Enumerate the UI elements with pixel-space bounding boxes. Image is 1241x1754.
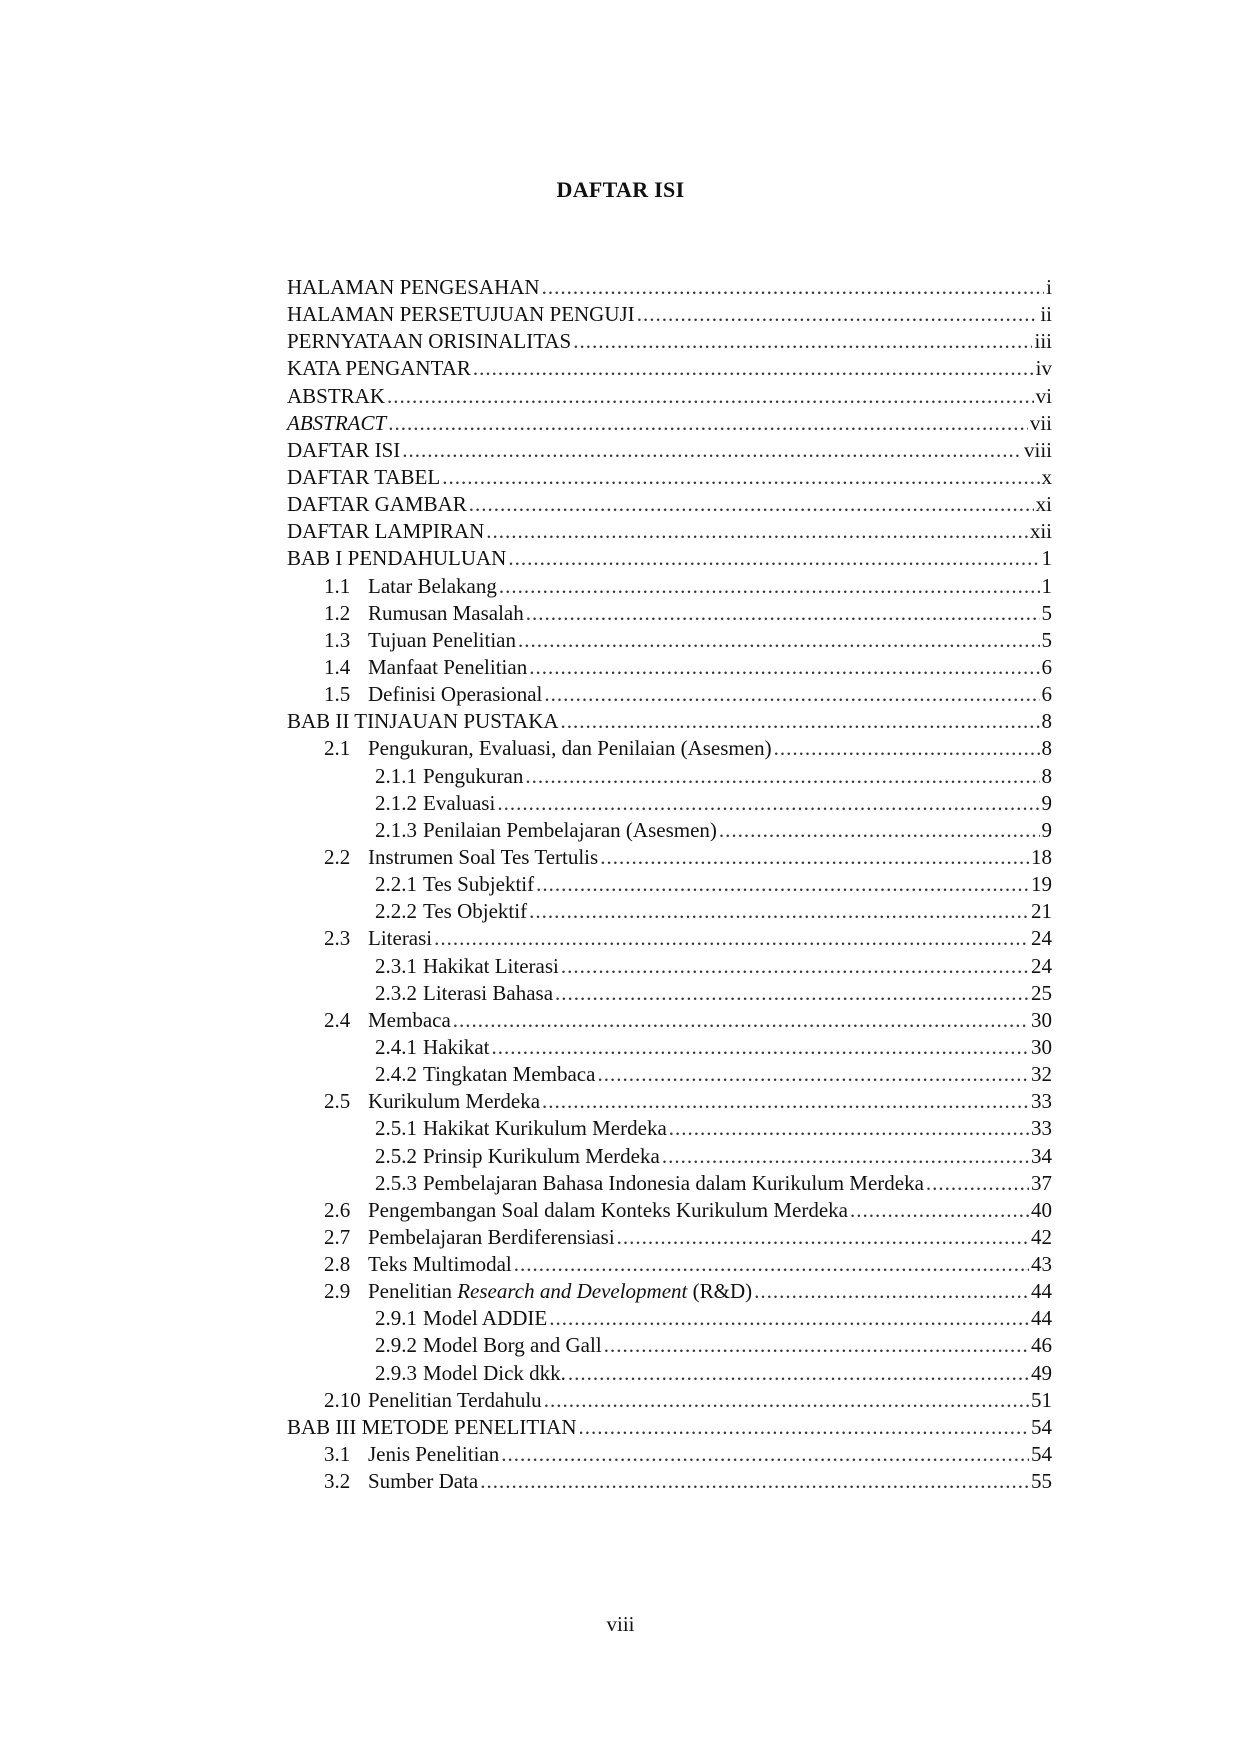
toc-entry-page: 54	[1031, 1442, 1052, 1467]
toc-entry-label	[287, 545, 506, 572]
toc-entry[interactable]	[287, 1468, 1052, 1495]
toc-entry-page: 49	[1031, 1360, 1052, 1385]
toc-leader-dots	[662, 1143, 1029, 1170]
toc-entry-text: Literasi Bahasa	[423, 980, 554, 1005]
toc-entry-page: iii	[1034, 329, 1052, 354]
table-of-contents	[287, 274, 1052, 1495]
toc-entry-text: Pembelajaran Bahasa Indonesia dalam Kurikulum Merdeka	[423, 1170, 924, 1195]
toc-leader-dots	[774, 735, 1040, 762]
toc-leader-dots	[525, 763, 1039, 790]
toc-entry-label	[375, 790, 495, 817]
toc-entry-number: 2.4.2	[375, 1062, 417, 1087]
toc-entry-page: viii	[1023, 437, 1052, 462]
toc-entry[interactable]	[287, 1387, 1052, 1414]
toc-entry[interactable]	[287, 1061, 1052, 1088]
toc-entry-number: 2.2.1	[375, 872, 417, 897]
toc-entry[interactable]	[287, 763, 1052, 790]
toc-entry-text: HALAMAN PERSETUJUAN PENGUJI	[287, 302, 635, 327]
toc-entry[interactable]	[287, 654, 1052, 681]
toc-entry-number: 1.5	[324, 682, 351, 707]
toc-entry[interactable]	[287, 410, 1052, 437]
toc-entry-page: x	[1041, 464, 1052, 489]
toc-entry-text: ABSTRAK	[287, 383, 386, 408]
toc-entry-page: 46	[1031, 1333, 1052, 1358]
toc-leader-dots	[529, 654, 1039, 681]
toc-entry-page: ii	[1040, 302, 1052, 327]
toc-entry-page: 1	[1041, 546, 1052, 571]
toc-leader-dots	[434, 925, 1029, 952]
toc-entry-page: xii	[1029, 519, 1052, 544]
toc-entry-text: Teks Multimodal	[368, 1252, 512, 1277]
toc-entry-text: Manfaat Penelitian	[368, 654, 528, 679]
toc-entry-page: 24	[1031, 953, 1052, 978]
toc-entry[interactable]	[287, 437, 1052, 464]
toc-entry-label	[324, 1224, 615, 1251]
toc-entry-page: 18	[1031, 844, 1052, 869]
toc-entry-number: 2.1.2	[375, 790, 417, 815]
toc-entry-label	[324, 1251, 512, 1278]
toc-entry-text: Prinsip Kurikulum Merdeka	[423, 1143, 660, 1168]
toc-entry-number: 2.9.1	[375, 1306, 417, 1331]
toc-leader-dots	[486, 518, 1028, 545]
toc-entry-page: vi	[1035, 383, 1052, 408]
toc-entry-text: Hakikat Kurikulum Merdeka	[423, 1116, 667, 1141]
toc-entry-page: 8	[1041, 763, 1052, 788]
toc-entry[interactable]	[287, 1007, 1052, 1034]
toc-entry[interactable]	[287, 383, 1052, 410]
toc-entry-number: 1.3	[324, 627, 351, 652]
toc-entry-number: 2.5.1	[375, 1116, 417, 1141]
toc-entry-label	[324, 681, 542, 708]
toc-entry-text: BAB II TINJAUAN PUSTAKA	[287, 709, 559, 734]
toc-leader-dots	[754, 1278, 1029, 1305]
toc-entry[interactable]	[287, 328, 1052, 355]
toc-entry-text: Tujuan Penelitian	[368, 627, 516, 652]
toc-leader-dots	[579, 1414, 1030, 1441]
toc-entry-text: Membaca	[368, 1007, 451, 1032]
toc-leader-dots	[529, 898, 1029, 925]
toc-entry-label	[375, 898, 527, 925]
toc-entry-number: 1.2	[324, 600, 351, 625]
toc-entry-text-suffix: (R&D)	[687, 1279, 753, 1304]
toc-entry-label	[375, 1034, 489, 1061]
toc-entry[interactable]	[287, 491, 1052, 518]
toc-leader-dots	[536, 871, 1029, 898]
toc-entry-text: Tes Objektif	[423, 899, 528, 924]
toc-entry-label	[287, 355, 471, 382]
toc-entry-text: Tingkatan Membaca	[423, 1062, 596, 1087]
toc-entry[interactable]	[287, 464, 1052, 491]
toc-entry-label	[375, 1332, 602, 1359]
toc-entry-page: 8	[1041, 736, 1052, 761]
toc-entry[interactable]	[287, 1278, 1052, 1305]
toc-leader-dots	[561, 953, 1029, 980]
toc-leader-dots	[561, 708, 1040, 735]
toc-entry-text: PERNYATAAN ORISINALITAS	[287, 329, 572, 354]
toc-entry-label	[375, 980, 553, 1007]
toc-entry-label	[324, 1278, 752, 1305]
toc-entry-label	[324, 925, 432, 952]
toc-entry-label	[375, 871, 534, 898]
toc-entry[interactable]	[287, 1251, 1052, 1278]
toc-entry-label	[324, 1197, 848, 1224]
toc-entry-number: 2.1.3	[375, 817, 417, 842]
toc-entry-page: 37	[1031, 1170, 1052, 1195]
toc-leader-dots	[604, 1332, 1029, 1359]
toc-entry-text: Model Dick dkk.	[423, 1360, 566, 1385]
toc-entry[interactable]	[287, 790, 1052, 817]
toc-entry-label	[287, 437, 400, 464]
toc-entry-page: vii	[1029, 410, 1052, 435]
toc-entry-page: 55	[1031, 1469, 1052, 1494]
toc-entry-text: ABSTRACT	[287, 410, 387, 435]
toc-leader-dots	[600, 844, 1029, 871]
toc-entry[interactable]	[287, 1034, 1052, 1061]
toc-entry-page: iv	[1035, 356, 1052, 381]
toc-entry-page: 54	[1031, 1414, 1052, 1439]
page-number: viii	[606, 1612, 635, 1636]
toc-entry-label	[324, 1468, 478, 1495]
toc-leader-dots	[501, 1441, 1029, 1468]
toc-leader-dots	[544, 681, 1039, 708]
toc-entry-number: 1.1	[324, 573, 351, 598]
toc-leader-dots	[518, 627, 1040, 654]
toc-leader-dots	[637, 301, 1039, 328]
toc-entry-text: Pembelajaran Berdiferensiasi	[368, 1224, 615, 1249]
toc-entry-number: 2.5.3	[375, 1170, 417, 1195]
toc-entry-number: 2.3.2	[375, 980, 417, 1005]
toc-entry-text: Pengukuran, Evaluasi, dan Penilaian (Asesmen)	[368, 736, 772, 761]
toc-entry-page: 6	[1041, 682, 1052, 707]
toc-entry-text: Literasi	[368, 926, 433, 951]
toc-entry[interactable]	[287, 545, 1052, 572]
toc-entry-text: Definisi Operasional	[368, 682, 543, 707]
toc-entry[interactable]	[287, 681, 1052, 708]
toc-entry-label	[375, 1143, 660, 1170]
toc-leader-dots	[542, 1088, 1029, 1115]
toc-entry-page: 30	[1031, 1007, 1052, 1032]
toc-entry-label	[324, 1088, 540, 1115]
toc-entry-text: Latar Belakang	[368, 573, 497, 598]
toc-entry[interactable]	[287, 1197, 1052, 1224]
toc-entry[interactable]	[287, 953, 1052, 980]
toc-entry-page: 51	[1031, 1387, 1052, 1412]
toc-entry[interactable]	[287, 708, 1052, 735]
toc-entry-number: 2.9	[324, 1279, 351, 1304]
toc-leader-dots	[850, 1197, 1029, 1224]
toc-entry-text: Penilaian Pembelajaran (Asesmen)	[423, 817, 717, 842]
toc-entry-number: 2.9.2	[375, 1333, 417, 1358]
toc-entry[interactable]	[287, 1143, 1052, 1170]
toc-entry-number: 2.5.2	[375, 1143, 417, 1168]
toc-entry-label	[324, 600, 524, 627]
toc-leader-dots	[514, 1251, 1029, 1278]
toc-entry-text: DAFTAR LAMPIRAN	[287, 519, 485, 544]
toc-entry-number: 2.1.1	[375, 763, 417, 788]
toc-entry-page: 9	[1041, 790, 1052, 815]
toc-entry-page: 19	[1031, 872, 1052, 897]
toc-entry-label	[324, 1441, 499, 1468]
toc-entry-text: Kurikulum Merdeka	[368, 1089, 541, 1114]
toc-entry-number: 2.5	[324, 1089, 351, 1114]
toc-entry-label	[324, 654, 527, 681]
toc-leader-dots	[473, 355, 1034, 382]
toc-entry-text: Evaluasi	[423, 790, 496, 815]
toc-entry-label	[375, 1170, 924, 1197]
toc-leader-dots	[387, 383, 1034, 410]
toc-entry-label	[287, 301, 635, 328]
toc-entry-text: Rumusan Masalah	[368, 600, 524, 625]
toc-entry[interactable]	[287, 1170, 1052, 1197]
toc-entry-number: 2.3	[324, 926, 351, 951]
toc-entry-number: 2.2.2	[375, 899, 417, 924]
toc-entry[interactable]	[287, 817, 1052, 844]
toc-entry-page: 5	[1041, 600, 1052, 625]
toc-entry-text: Pengukuran	[423, 763, 524, 788]
toc-entry-number: 2.3.1	[375, 953, 417, 978]
toc-entry-label	[287, 464, 440, 491]
toc-leader-dots	[469, 491, 1034, 518]
toc-entry-text: HALAMAN PENGESAHAN	[287, 275, 540, 299]
toc-entry-label	[324, 735, 772, 762]
toc-entry-page: 32	[1031, 1062, 1052, 1087]
toc-entry-text: Pengembangan Soal dalam Konteks Kurikulum Merdeka	[368, 1197, 848, 1222]
toc-entry-page: xi	[1035, 492, 1052, 517]
toc-entry[interactable]	[287, 844, 1052, 871]
toc-entry-label	[287, 274, 540, 301]
toc-entry[interactable]	[287, 871, 1052, 898]
toc-entry[interactable]	[287, 1414, 1052, 1441]
toc-entry-text: Instrumen Soal Tes Tertulis	[368, 844, 599, 869]
toc-leader-dots	[402, 437, 1022, 464]
toc-leader-dots	[597, 1061, 1029, 1088]
toc-entry-number: 2.2	[324, 844, 351, 869]
toc-entry-text: Model ADDIE	[423, 1306, 548, 1331]
toc-entry-label	[375, 1061, 595, 1088]
toc-entry-label	[324, 1387, 542, 1414]
toc-entry-number: 2.8	[324, 1252, 351, 1277]
toc-entry[interactable]	[287, 301, 1052, 328]
toc-leader-dots	[453, 1007, 1029, 1034]
toc-entry[interactable]	[287, 1088, 1052, 1115]
toc-entry[interactable]	[287, 1332, 1052, 1359]
toc-entry[interactable]	[287, 573, 1052, 600]
toc-entry-text: Penelitian	[368, 1279, 458, 1304]
toc-entry-label	[375, 817, 717, 844]
toc-entry-label	[375, 1360, 566, 1387]
toc-leader-dots	[549, 1305, 1029, 1332]
toc-entry-number: 3.1	[324, 1442, 351, 1467]
toc-entry-text: DAFTAR GAMBAR	[287, 492, 467, 517]
toc-entry-page: 33	[1031, 1089, 1052, 1114]
toc-leader-dots	[573, 328, 1032, 355]
toc-entry-label	[375, 1305, 547, 1332]
toc-entry-label	[287, 708, 559, 735]
toc-leader-dots	[617, 1224, 1029, 1251]
toc-entry-label	[287, 1414, 577, 1441]
toc-entry-number: 2.4.1	[375, 1034, 417, 1059]
toc-entry-label	[324, 627, 516, 654]
toc-leader-dots	[926, 1170, 1029, 1197]
toc-entry[interactable]	[287, 518, 1052, 545]
toc-entry-number: 2.10	[324, 1387, 361, 1412]
toc-leader-dots	[491, 1034, 1029, 1061]
toc-entry-label	[375, 1115, 667, 1142]
toc-leader-dots	[388, 410, 1028, 437]
toc-entry-page: 30	[1031, 1034, 1052, 1059]
toc-entry-label	[287, 491, 467, 518]
toc-entry-label	[287, 518, 484, 545]
toc-entry-text: Model Borg and Gall	[423, 1333, 602, 1358]
toc-leader-dots	[669, 1115, 1029, 1142]
toc-entry-number: 2.1	[324, 736, 351, 761]
toc-entry-page: 44	[1031, 1279, 1052, 1304]
toc-entry-page: 6	[1041, 654, 1052, 679]
toc-entry-text: Tes Subjektif	[423, 872, 535, 897]
toc-leader-dots	[542, 274, 1045, 301]
toc-entry-text: Sumber Data	[368, 1469, 479, 1494]
toc-leader-dots	[508, 545, 1039, 572]
toc-entry-text: BAB III METODE PENELITIAN	[287, 1414, 577, 1439]
toc-entry[interactable]	[287, 1305, 1052, 1332]
toc-entry-text: DAFTAR TABEL	[287, 464, 441, 489]
toc-entry-page: i	[1046, 275, 1052, 299]
toc-entry[interactable]	[287, 1224, 1052, 1251]
toc-entry-label	[375, 763, 523, 790]
toc-leader-dots	[544, 1387, 1029, 1414]
toc-entry-label	[287, 383, 385, 410]
toc-entry-label	[287, 410, 386, 437]
toc-entry-page: 21	[1031, 899, 1052, 924]
toc-entry-text: BAB I PENDAHULUAN	[287, 546, 507, 571]
toc-entry[interactable]	[287, 355, 1052, 382]
toc-entry-page: 9	[1041, 817, 1052, 842]
toc-entry-number: 2.7	[324, 1224, 351, 1249]
toc-entry-text: Hakikat	[423, 1034, 490, 1059]
toc-entry-page: 8	[1041, 709, 1052, 734]
toc-leader-dots	[568, 1360, 1029, 1387]
toc-entry-page: 43	[1031, 1252, 1052, 1277]
toc-entry-label	[375, 953, 559, 980]
toc-leader-dots	[526, 600, 1040, 627]
toc-entry-page: 44	[1031, 1306, 1052, 1331]
toc-leader-dots	[499, 573, 1040, 600]
toc-entry-number: 3.2	[324, 1469, 351, 1494]
toc-entry-text-italic: Research and Development	[457, 1279, 688, 1304]
toc-leader-dots	[555, 980, 1029, 1007]
toc-entry-number: 2.9.3	[375, 1360, 417, 1385]
toc-entry[interactable]	[287, 627, 1052, 654]
toc-entry-label	[324, 1007, 451, 1034]
toc-entry-page: 1	[1041, 573, 1052, 598]
toc-entry-text: KATA PENGANTAR	[287, 356, 471, 381]
toc-entry-number: 2.6	[324, 1197, 351, 1222]
toc-entry[interactable]	[287, 1441, 1052, 1468]
toc-leader-dots	[719, 817, 1040, 844]
toc-entry-page: 24	[1031, 926, 1052, 951]
toc-entry-text: DAFTAR ISI	[287, 437, 401, 462]
toc-entry-page: 33	[1031, 1116, 1052, 1141]
toc-entry[interactable]	[287, 1360, 1052, 1387]
toc-entry[interactable]	[287, 898, 1052, 925]
toc-entry-number: 1.4	[324, 654, 351, 679]
toc-entry-label	[287, 328, 571, 355]
toc-leader-dots	[442, 464, 1039, 491]
toc-entry-label	[324, 844, 598, 871]
toc-entry-page: 42	[1031, 1224, 1052, 1249]
toc-entry[interactable]	[287, 925, 1052, 952]
toc-entry-page: 5	[1041, 627, 1052, 652]
toc-entry-text: Jenis Penelitian	[368, 1442, 500, 1467]
toc-leader-dots	[497, 790, 1039, 817]
toc-entry-text: Hakikat Literasi	[423, 953, 559, 978]
toc-entry-page: 25	[1031, 980, 1052, 1005]
toc-leader-dots	[480, 1468, 1029, 1495]
toc-entry[interactable]	[287, 980, 1052, 1007]
toc-entry[interactable]	[287, 274, 1052, 301]
toc-entry[interactable]	[287, 600, 1052, 627]
toc-entry-number: 2.4	[324, 1007, 351, 1032]
toc-entry[interactable]	[287, 1115, 1052, 1142]
toc-entry-text: Penelitian Terdahulu	[368, 1387, 542, 1412]
toc-entry[interactable]	[287, 735, 1052, 762]
toc-entry-page: 34	[1031, 1143, 1052, 1168]
toc-entry-label	[324, 573, 497, 600]
page-title: DAFTAR ISI	[556, 177, 685, 202]
toc-entry-page: 40	[1031, 1197, 1052, 1222]
